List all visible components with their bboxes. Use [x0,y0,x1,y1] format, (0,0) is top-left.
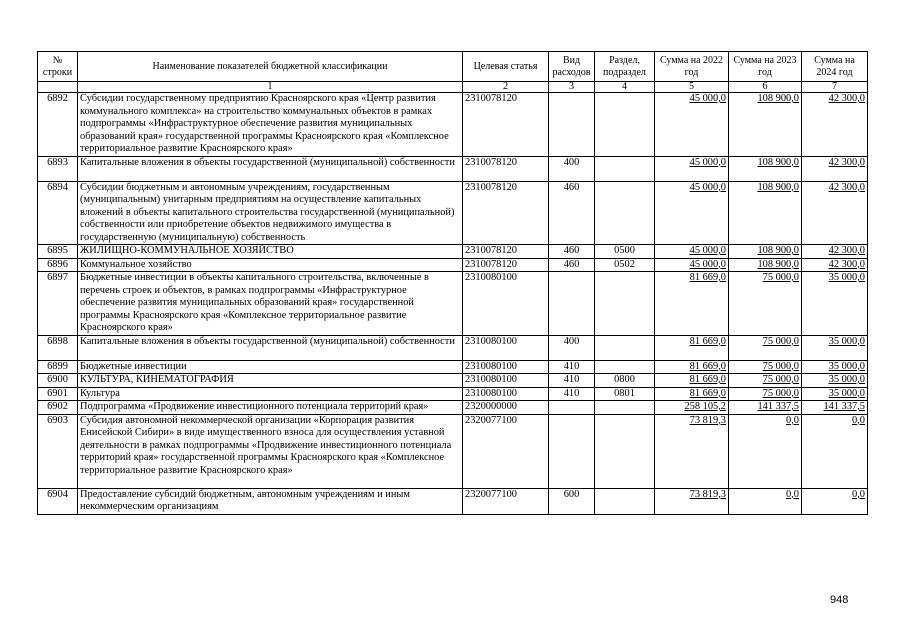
table-row [38,360,868,374]
row-target-code: 2320000000 [463,401,549,415]
row-target-code: 2320077100 [463,488,549,514]
row-sum-2024: 42 300,0 [802,258,868,272]
page-number: 948 [830,594,849,606]
row-sum-2023: 108 900,0 [729,181,802,245]
row-target-code: 2310080100 [463,374,549,388]
row-number: 6898 [38,335,78,360]
row-sum-2024: 0,0 [802,488,868,514]
row-expense-type [549,401,595,415]
index-cell [38,82,78,93]
row-section [595,414,655,488]
header-type: Вид расходов [549,52,595,82]
row-name: Предоставление субсидий бюджетным, автономным учреждениям и иным некоммерческим организациям [78,488,463,514]
row-number: 6903 [38,414,78,488]
row-number: 6897 [38,272,78,336]
row-target-code: 2310078120 [463,93,549,157]
row-target-code: 2310078120 [463,181,549,245]
column-index-row [38,82,868,93]
row-sum-2023: 108 900,0 [729,156,802,181]
row-sum-2023: 0,0 [729,488,802,514]
row-expense-type [549,414,595,488]
row-sum-2024: 35 000,0 [802,335,868,360]
row-sum-2023: 75 000,0 [729,374,802,388]
row-sum-2022: 45 000,0 [655,156,729,181]
row-sum-2023: 108 900,0 [729,93,802,157]
row-sum-2024: 35 000,0 [802,360,868,374]
index-cell: 2 [463,82,549,93]
row-expense-type [549,272,595,336]
table-row [38,414,868,488]
row-expense-type: 400 [549,156,595,181]
header-section: Раздел, подраздел [595,52,655,82]
table-row [38,156,868,181]
row-target-code: 2310078120 [463,258,549,272]
row-sum-2024: 0,0 [802,414,868,488]
row-sum-2024: 42 300,0 [802,93,868,157]
row-sum-2022: 81 669,0 [655,387,729,401]
row-number: 6904 [38,488,78,514]
row-sum-2022: 45 000,0 [655,245,729,259]
row-target-code: 2310080100 [463,272,549,336]
row-sum-2024: 42 300,0 [802,156,868,181]
row-number: 6900 [38,374,78,388]
table-row [38,93,868,157]
header-name: Наименование показателей бюджетной классификации [78,52,463,82]
row-expense-type: 400 [549,335,595,360]
header-sum-2024: Сумма на 2024 год [802,52,868,82]
row-sum-2023: 108 900,0 [729,258,802,272]
row-target-code: 2310080100 [463,335,549,360]
row-sum-2023: 108 900,0 [729,245,802,259]
row-expense-type [549,93,595,157]
index-cell: 7 [802,82,868,93]
row-sum-2022: 81 669,0 [655,335,729,360]
table-row [38,335,868,360]
row-section [595,360,655,374]
table-row [38,387,868,401]
row-name: Бюджетные инвестиции в объекты капитального строительства, включенные в перечень строек и объектов, в рамках подпрограммы «Инфраструктурное обеспечение развития муниципальных образований края» государственной программы Красноярского края «Комплексное территориальное развитие Красноярского края» [78,272,463,336]
row-sum-2022: 81 669,0 [655,272,729,336]
header-row [38,52,868,82]
row-sum-2022: 81 669,0 [655,360,729,374]
row-number: 6902 [38,401,78,415]
header-sum-2023: Сумма на 2023 год [729,52,802,82]
row-sum-2022: 45 000,0 [655,181,729,245]
row-sum-2024: 35 000,0 [802,272,868,336]
table-row [38,272,868,336]
row-sum-2022: 81 669,0 [655,374,729,388]
table-row [38,374,868,388]
row-name: Бюджетные инвестиции [78,360,463,374]
row-section [595,335,655,360]
row-sum-2023: 0,0 [729,414,802,488]
row-name: КУЛЬТУРА, КИНЕМАТОГРАФИЯ [78,374,463,388]
row-sum-2022: 45 000,0 [655,93,729,157]
row-target-code: 2310078120 [463,156,549,181]
table-row [38,401,868,415]
row-expense-type: 460 [549,258,595,272]
row-number: 6895 [38,245,78,259]
header-num: № строки [38,52,78,82]
row-number: 6899 [38,360,78,374]
index-cell: 4 [595,82,655,93]
row-number: 6901 [38,387,78,401]
row-sum-2023: 75 000,0 [729,335,802,360]
row-section [595,401,655,415]
row-sum-2024: 42 300,0 [802,245,868,259]
row-number: 6892 [38,93,78,157]
row-section: 0502 [595,258,655,272]
row-sum-2024: 141 337,5 [802,401,868,415]
row-number: 6893 [38,156,78,181]
row-sum-2023: 75 000,0 [729,387,802,401]
table-row [38,488,868,514]
table-row [38,181,868,245]
row-name: Субсидия автономной некоммерческой организации «Корпорация развития Енисейской Сибири» в виде имущественного взноса для осуществления уставной деятельности в рамках подпрограммы «Продвижение инвестиционного потенциала территорий края» государственной программы Красноярского края «Комплексное территориальное развитие Красноярского края» [78,414,463,488]
row-sum-2022: 45 000,0 [655,258,729,272]
row-target-code: 2310080100 [463,360,549,374]
row-name: Субсидии государственному предприятию Красноярского края «Центр развития коммунального комплекса» на строительство коммунальных объектов в рамках подпрограммы «Инфраструктурное обеспечение развития муниципальных образований края» государственной программы Красноярского края «Комплексное территориальное развитие Красноярского края» [78,93,463,157]
index-cell: 6 [729,82,802,93]
row-name: Подпрограмма «Продвижение инвестиционного потенциала территорий края» [78,401,463,415]
row-sum-2022: 73 819,3 [655,414,729,488]
row-sum-2024: 42 300,0 [802,181,868,245]
row-sum-2023: 75 000,0 [729,360,802,374]
row-sum-2024: 35 000,0 [802,374,868,388]
budget-table [37,51,868,515]
index-cell: 1 [78,82,463,93]
row-number: 6896 [38,258,78,272]
row-name: ЖИЛИЩНО-КОММУНАЛЬНОЕ ХОЗЯЙСТВО [78,245,463,259]
row-name: Культура [78,387,463,401]
row-sum-2023: 141 337,5 [729,401,802,415]
row-expense-type: 410 [549,360,595,374]
row-expense-type: 460 [549,245,595,259]
row-target-code: 2320077100 [463,414,549,488]
row-target-code: 2310078120 [463,245,549,259]
row-name: Коммунальное хозяйство [78,258,463,272]
row-name: Капитальные вложения в объекты государственной (муниципальной) собственности [78,335,463,360]
row-target-code: 2310080100 [463,387,549,401]
row-name: Капитальные вложения в объекты государственной (муниципальной) собственности [78,156,463,181]
table-row [38,245,868,259]
index-cell: 5 [655,82,729,93]
row-number: 6894 [38,181,78,245]
row-sum-2023: 75 000,0 [729,272,802,336]
row-expense-type: 410 [549,387,595,401]
row-sum-2022: 258 105,2 [655,401,729,415]
row-sum-2024: 35 000,0 [802,387,868,401]
row-expense-type: 410 [549,374,595,388]
row-section [595,93,655,157]
row-section [595,488,655,514]
row-section: 0800 [595,374,655,388]
row-section: 0801 [595,387,655,401]
row-section: 0500 [595,245,655,259]
row-section [595,156,655,181]
header-sum-2022: Сумма на 2022 год [655,52,729,82]
row-expense-type: 600 [549,488,595,514]
row-section [595,181,655,245]
table-row [38,258,868,272]
header-target: Целевая статья [463,52,549,82]
row-name: Субсидии бюджетным и автономным учреждениям, государственным (муниципальным) унитарным предприятиям на осуществление капитальных вложений в объекты капитального строительства государственной (муниципальной) собственности или приобретение объектов недвижимого имущества в государственную (муниципальную) собственность [78,181,463,245]
row-sum-2022: 73 819,3 [655,488,729,514]
row-expense-type: 460 [549,181,595,245]
row-section [595,272,655,336]
index-cell: 3 [549,82,595,93]
